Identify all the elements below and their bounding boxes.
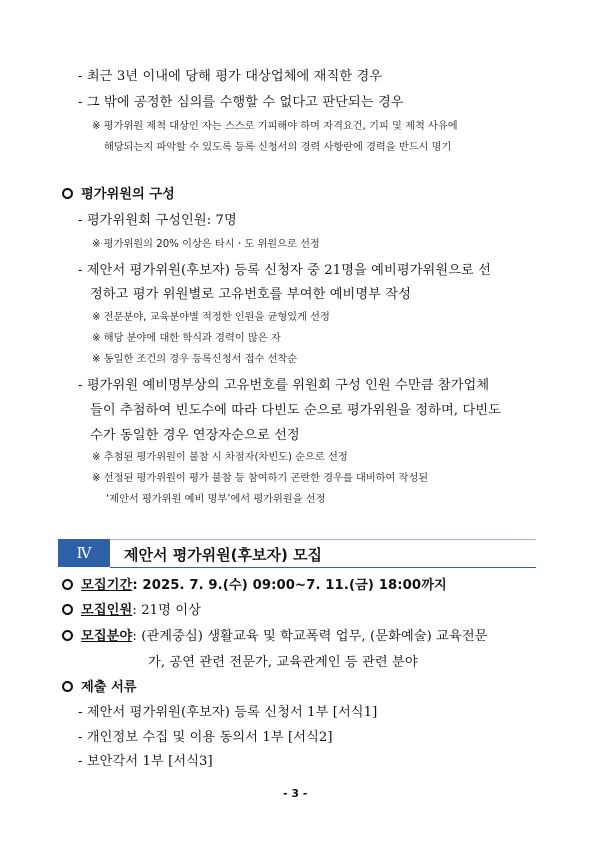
recruit-field	[62, 630, 488, 643]
period-value: : 2025. 7. 9.(수) 09:00~7. 11.(금) 18:00까지	[132, 578, 447, 593]
period-label: 모집기간	[81, 578, 133, 593]
note-text: ※ 평가위원의 20% 이상은 타시ㆍ도 위원으로 선정	[92, 239, 320, 250]
note-text: 해당되는지 파악할 수 있도록 등록 신청서의 경력 사항란에 경력을 반드시 명기	[104, 142, 452, 153]
recruit-people	[62, 604, 201, 617]
chapter-number: Ⅳ	[58, 539, 110, 567]
field-value-continued: 가, 공연 관련 전문가, 교육관계인 등 관련 분야	[148, 655, 418, 670]
field-value: : (관계중심) 생활교육 및 학교폭력 업무, (문화예술) 교육전문	[132, 629, 488, 644]
list-item: - 제안서 평가위원(후보자) 등록 신청자 중 21명을 예비평가위원으로 선	[78, 263, 492, 278]
people-label: 모집인원	[81, 603, 133, 618]
circle-bullet-icon	[62, 630, 73, 641]
note-text: ‘제안서 평가위원 예비 명부’에서 평가위원을 선정	[106, 494, 326, 505]
list-item: - 보안각서 1부 [서식3]	[78, 754, 213, 769]
list-item: - 그 밖에 공정한 심의를 수행할 수 없다고 판단되는 경우	[78, 95, 404, 110]
section-heading	[62, 681, 137, 694]
list-item: - 제안서 평가위원(후보자) 등록 신청서 1부 [서식1]	[78, 705, 378, 720]
page-number: - 3 -	[283, 787, 308, 800]
list-item: - 개인정보 수집 및 이용 동의서 1부 [서식2]	[78, 730, 333, 745]
list-item-continued: 정하고 평가 위원별로 고유번호를 부여한 예비명부 작성	[90, 287, 412, 302]
chapter-heading	[58, 539, 536, 569]
people-value: : 21명 이상	[132, 603, 201, 618]
note-text: ※ 동일한 조건의 경우 등록신청서 접수 선착순	[92, 354, 298, 365]
note-text: ※ 해당 분야에 대한 학식과 경력이 많은 자	[92, 333, 281, 344]
recruit-period	[62, 579, 447, 592]
heading-divider-top	[110, 539, 536, 540]
list-item: - 최근 3년 이내에 당해 평가 대상업체에 재직한 경우	[78, 69, 383, 84]
circle-bullet-icon	[62, 579, 73, 590]
note-text: ※ 선정된 평가위원이 평가 불참 등 참여하기 곤란한 경우를 대비하여 작성된	[92, 473, 429, 484]
heading-divider	[110, 567, 536, 568]
note-text: ※ 평가위원 제척 대상인 자는 스스로 기피해야 하며 자격요건, 기피 및 제척 사유에	[92, 121, 458, 132]
chapter-title: 제안서 평가위원(후보자) 모집	[124, 546, 323, 564]
section-title: 제출 서류	[81, 680, 137, 695]
field-label: 모집분야	[81, 629, 133, 644]
section-title: 평가위원의 구성	[81, 187, 175, 202]
list-item: - 평가위원회 구성인원: 7명	[78, 213, 237, 228]
note-text: ※ 전문분야, 교육분야별 적정한 인원을 균형있게 선정	[92, 312, 330, 323]
list-item: - 평가위원 예비명부상의 고유번호를 위원회 구성 인원 수만큼 참가업체	[78, 378, 490, 393]
list-item-continued: 들이 추첨하여 빈도수에 따라 다빈도 순으로 평가위원을 정하며, 다빈도	[90, 403, 501, 418]
circle-bullet-icon	[62, 188, 73, 199]
circle-bullet-icon	[62, 604, 73, 615]
note-text: ※ 추첨된 평가위원이 불참 시 차점자(차빈도) 순으로 선정	[92, 452, 348, 463]
circle-bullet-icon	[62, 681, 73, 692]
list-item-continued: 수가 동일한 경우 연장자순으로 선정	[90, 428, 300, 443]
section-heading	[62, 188, 175, 201]
